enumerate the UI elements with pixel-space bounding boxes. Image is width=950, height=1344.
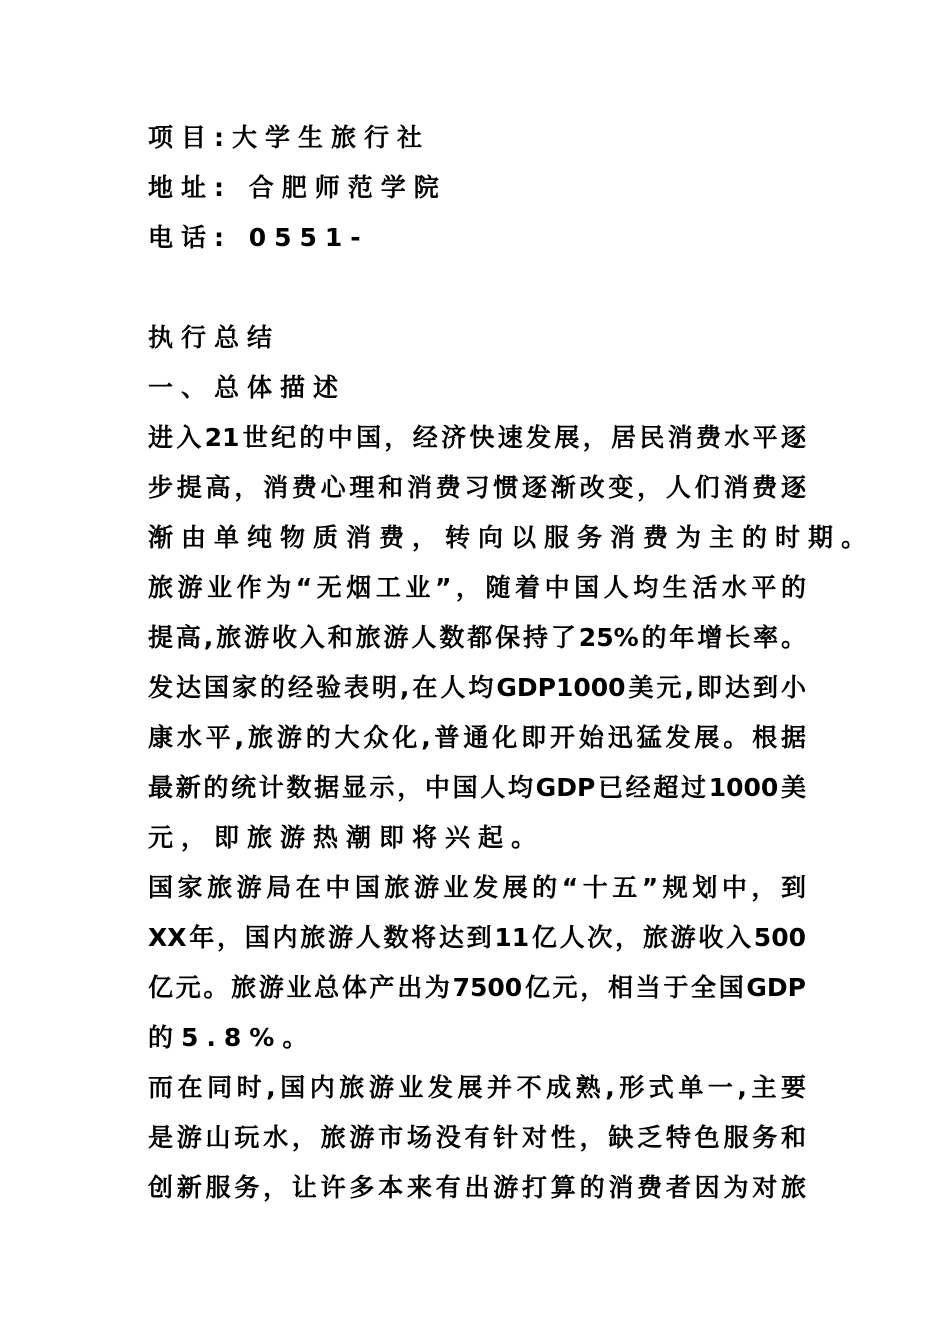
subsection-title: 一、总体描述	[148, 373, 347, 402]
address-line: 地址: 合肥师范学院	[148, 173, 447, 202]
text-line: 创新服务，让许多本来有出游打算的消费者因为对旅	[148, 1173, 806, 1202]
text-line: XX年，国内旅游人数将达到11亿人次，旅游收入500	[148, 923, 806, 952]
text-line: 提高,旅游收入和旅游人数都保持了25%的年增长率。	[148, 623, 806, 652]
text-line: 而在同时,国内旅游业发展并不成熟,形式单一,主要	[148, 1073, 806, 1102]
text-line: 国家旅游局在中国旅游业发展的“十五”规划中，到	[148, 873, 806, 902]
text-line: 渐由单纯物质消费，转向以服务消费为主的时期。	[148, 523, 875, 552]
section-title: 执行总结	[148, 323, 281, 352]
text-line: 发达国家的经验表明,在人均GDP1000美元,即达到小	[148, 673, 806, 702]
text-line: 亿元。旅游业总体产出为7500亿元，相当于全国GDP	[148, 973, 806, 1002]
text-line: 步提高，消费心理和消费习惯逐渐改变，人们消费逐	[148, 473, 806, 502]
text-line: 康水平,旅游的大众化,普通化即开始迅猛发展。根据	[148, 723, 806, 752]
phone-line: 电话: 0551-	[148, 223, 369, 252]
text-line: 旅游业作为“无烟工业”，随着中国人均生活水平的	[148, 573, 806, 602]
text-line: 是游山玩水，旅游市场没有针对性，缺乏特色服务和	[148, 1123, 806, 1152]
text-line: 进入21世纪的中国，经济快速发展，居民消费水平逐	[148, 423, 806, 452]
text-line: 最新的统计数据显示，中国人均GDP已经超过1000美	[148, 773, 806, 802]
text-line: 元，即旅游热潮即将兴起。	[148, 823, 545, 852]
text-line: 的5.8%。	[148, 1023, 316, 1052]
project-line: 项目:大学生旅行社	[148, 123, 430, 152]
